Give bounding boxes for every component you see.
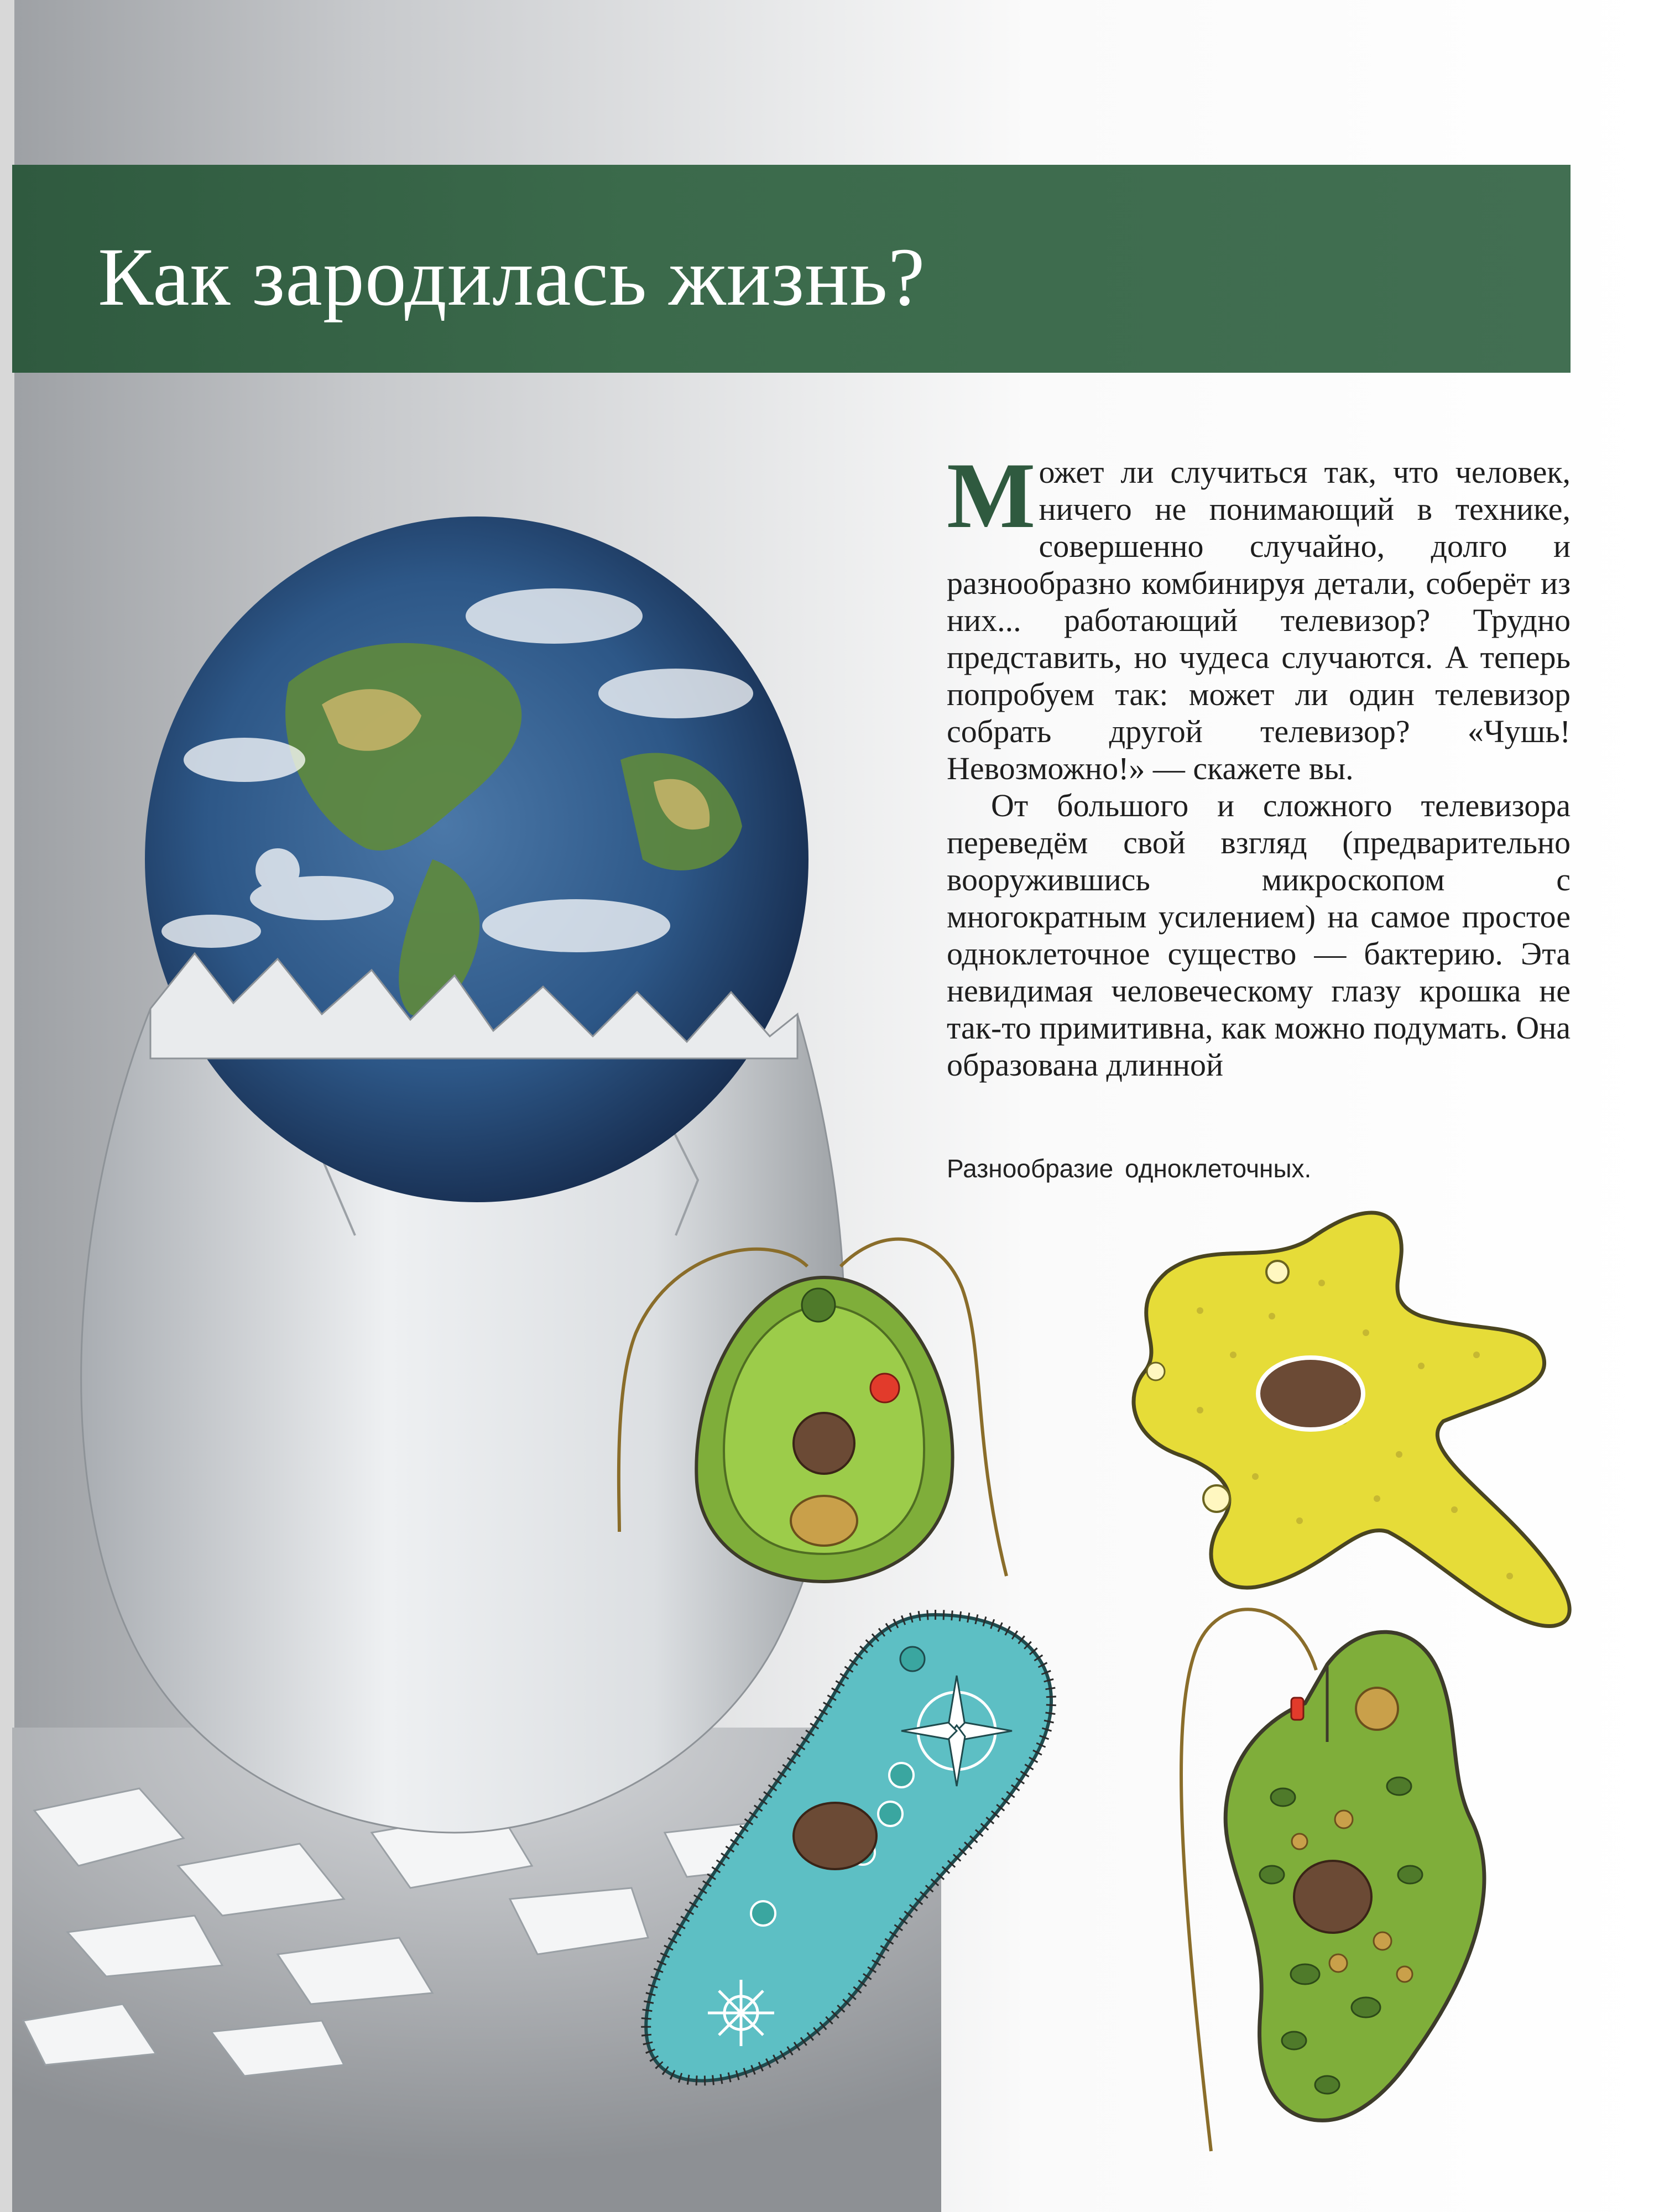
amoeba-illustration (1089, 1189, 1604, 1648)
figure-caption: Разнообразие одноклеточных. (947, 1154, 1312, 1183)
article-text (947, 444, 1571, 1083)
euglena-second-illustration (1161, 1587, 1559, 2173)
euglena-illustration (608, 1222, 1095, 1598)
drop-cap: М (947, 444, 1036, 547)
paramecium-illustration (625, 1593, 1100, 2118)
paragraph-1-text: ожет ли случиться так, что человек, ничего не понимающий в технике, совершенно случайно, долго и разнообразно комбинируя детали, соберёт из них... работающий телевизор? Трудно представить, но чудеса случаются. А теперь попробуем так: может ли один телевизор собрать другой телевизор? «Чушь! Невозможно!» — скажете вы. (947, 454, 1571, 786)
title-banner (12, 165, 1571, 373)
page-title: Как зародилась жизнь? (98, 231, 926, 323)
paragraph-2: От большого и сложного телевизора переведём свой взгляд (предварительно вооружившись микроскопом с многократным усилением) на самое простое одноклеточное существо — бактерию. Эта невидимая человеческому глазу крошка не так-то примитивна, как можно подумать. Она образована длинной (947, 787, 1571, 1083)
paragraph-1 (947, 444, 1571, 787)
